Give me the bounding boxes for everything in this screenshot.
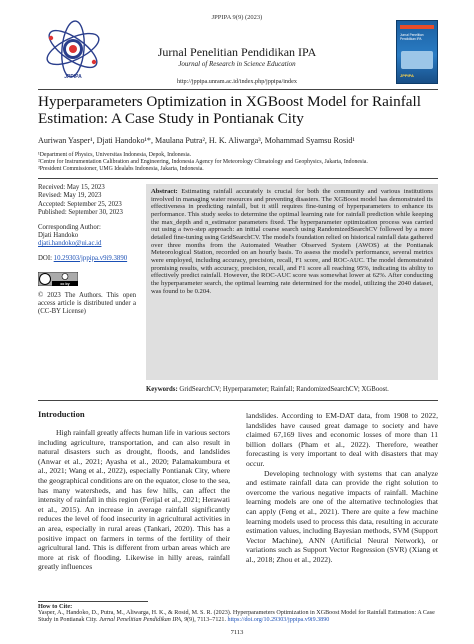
cc-license-badge[interactable] bbox=[38, 272, 78, 289]
cc-by-icon bbox=[38, 272, 78, 286]
journal-url-link[interactable]: http://jppipa.unram.ac.id/index.php/jppipa/index bbox=[177, 78, 297, 85]
cc-badge-text: cc by bbox=[60, 282, 70, 287]
abstract-body: Estimating rainfall accurately is crucial for both the community and various institutions involved in managing water resources and preventing disasters. The XGBoost model has demonstrated its effectiveness in predicting rainfall, but it still requires fine-tuning of hyperparameters to enhance its performance. This study seeks to determine the optimal learning rate for rainfall prediction while keeping the max_depth and n_estimator parameters fixed. The hyperparameter optimization process was carried out using a two-step approach: an initial coarse search using RandomizedSearchCV followed by a more detailed fine-tuning using GridSearchCV. The model's foundation relied on historical rainfall data gathered over three months from the Automated Weather Observed System (AWOS) at the Pontianak Meteorological Station, recorded on an hourly basis. To assess the model's performance, several metrics were employed, including accuracy, precision, recall, F1 score, and ROC-AUC. The model demonstrated promising results, with accuracy, precision, recall, and F1 score all reaching 95%, indicating its ability to effectively predict rainfall. However, the ROC-AUC score was somewhat lower at 62%. After conducting the hyperparameter search, the optimal learning rate determined for the model, utilizing the 2040 dataset, was found to be 0.204. bbox=[151, 188, 434, 295]
journal-logo-icon bbox=[42, 18, 104, 80]
citation-pages: (9), 7113–7121. bbox=[187, 617, 228, 624]
paragraph: High rainfall greatly affects human life in various sectors including agriculture, transportation, and can also result in natural disasters such as drought, floods, and landslides (Anwar et al., 2021; Ayasha et al., 2020; Palamakumbura et al., 2021; Wang et al., 2022), especially Pontianak City, where the geographical conditions are on the equator, close to the sea, has many watersheds, and has few hills, can affect the intensity of rainfall in this region (Ferijal et al., 2021; Herawati et al., 2015). An increase in average rainfall significantly reduces the level of food insecurity in agricultural activities in an area, especially in rural areas (Tankari, 2020). This has a positive impact on farmers in terms of the fertility of their agricultural land. This is different from urban areas which are more at risk of flooding. Likewise in hilly areas, rainfall greatly influences bbox=[38, 428, 231, 572]
page-number: 7113 bbox=[230, 629, 244, 636]
citation-main: Yasper, A., Handoko, D., Putra, M., Aliwarga, H. K., & Rosid, M. S. R. (2023). Hyperparameters Optimization in XGBoost Model for Rainfall Estimation: A Case Study in Pontianak City. bbox=[38, 610, 435, 624]
abstract-label: Abstract: bbox=[151, 188, 178, 195]
article-info bbox=[38, 184, 136, 317]
corresponding-name: Djati Handoko bbox=[38, 232, 79, 240]
body-column-left bbox=[38, 428, 230, 572]
title-divider bbox=[38, 178, 438, 179]
affiliation-1: ¹Department of Physics, Universitas Indonesia, Depok, Indonesia. bbox=[38, 152, 192, 158]
keywords bbox=[146, 386, 438, 393]
journal-title: Jurnal Penelitian Pendidikan IPA bbox=[157, 45, 317, 59]
cover-title: Jurnal Penelitian Pendidikan IPA bbox=[400, 33, 424, 41]
journal-subtitle: Journal of Research in Science Education bbox=[178, 60, 296, 68]
cover-label: JPPIPA bbox=[400, 73, 414, 78]
keywords-label: Keywords: bbox=[146, 386, 178, 393]
published-date: Published: September 30, 2023 bbox=[38, 209, 123, 217]
paragraph: landslides. According to EM-DAT data, from 1908 to 2022, landslides have caused great damage to society and have claimed 67,169 lives and economic losses of more than 11 billion dollars (Pham et al., 2022). Therefore, weather forecasting is very important to deal with disasters that may occur. bbox=[246, 411, 438, 468]
paper-title: Hyperparameters Optimization in XGBoost Model for Rainfall Estimation: A Case Study in Pontianak City bbox=[38, 93, 421, 128]
corresponding-email-link[interactable]: djati.handoko@ui.ac.id bbox=[38, 240, 102, 248]
abstract-divider bbox=[38, 400, 438, 401]
journal-cover-thumbnail bbox=[396, 20, 438, 84]
doi-link[interactable]: 10.29303/jppipa.v9i9.3890 bbox=[53, 254, 128, 262]
abstract-box bbox=[146, 184, 438, 380]
corresponding-label: Corresponding Author: bbox=[38, 223, 101, 231]
paragraph: Developing technology with systems that can analyze and estimate rainfall data can provide the right solution to overcome the various negative impacts of rainfall. Machine learning models are one of the alternative technologies that can apply (Feng et al., 2021). There are quite a few machine learning models used to process this data, resulting in accurate estimation values, including Bayesian methods, SVM (Support Vector Machine), ANN (Artificial Neural Network), or variations such as Support Vector Regression (SVR) (Xiang et al., 2018; Zhou et al., 2022). bbox=[246, 468, 438, 564]
logo-text: JPPIPA bbox=[64, 74, 82, 80]
citation-journal: Jurnal Penelitian Pendidikan IPA, 9 bbox=[99, 617, 188, 624]
doi-label: DOI: bbox=[38, 254, 54, 262]
license-text: © 2023 The Authors. This open access article is distributed under a (CC-BY License) bbox=[38, 291, 136, 316]
how-to-cite-label: How to Cite: bbox=[38, 603, 73, 610]
affiliation-3: ³President Commissioner, UMG Idealabs Indonesia, Jakarta, Indonesia. bbox=[38, 166, 204, 173]
accepted-date: Accepted: September 25, 2023 bbox=[38, 200, 122, 208]
body-column-right bbox=[246, 411, 438, 565]
header-divider bbox=[38, 89, 438, 90]
affiliations bbox=[38, 152, 438, 174]
abstract-text bbox=[151, 188, 433, 295]
volume-line: JPPIPA 9(9) (2023) bbox=[211, 14, 263, 21]
citation-text bbox=[38, 610, 438, 625]
affiliation-2: ²Centre for Instrumentation Calibration and Engineering, Indonesia Agency for Meteorology Climatology and Geophysics, Jakarta, Indonesia. bbox=[38, 159, 368, 166]
citation-doi-link[interactable]: https://doi.org/10.29303/jppipa.v9i9.3890 bbox=[227, 617, 330, 624]
keywords-list: GridSearchCV; Hyperparameter; Rainfall; RandomizedSearchCV; XGBoost. bbox=[177, 386, 389, 393]
doi-line bbox=[38, 255, 136, 263]
author-list: Auriwan Yasper¹, Djati Handoko¹*, Maulana Putra², H. K. Aliwarga³, Mohammad Syamsu Rosid¹ bbox=[38, 136, 355, 145]
section-heading-introduction: Introduction bbox=[38, 409, 85, 419]
cover-stripe bbox=[400, 25, 434, 29]
footer-divider bbox=[38, 601, 148, 602]
revised-date: Revised: May 19, 2023 bbox=[38, 192, 102, 200]
cover-image bbox=[401, 51, 433, 69]
received-date: Received: May 15, 2023 bbox=[38, 184, 105, 191]
